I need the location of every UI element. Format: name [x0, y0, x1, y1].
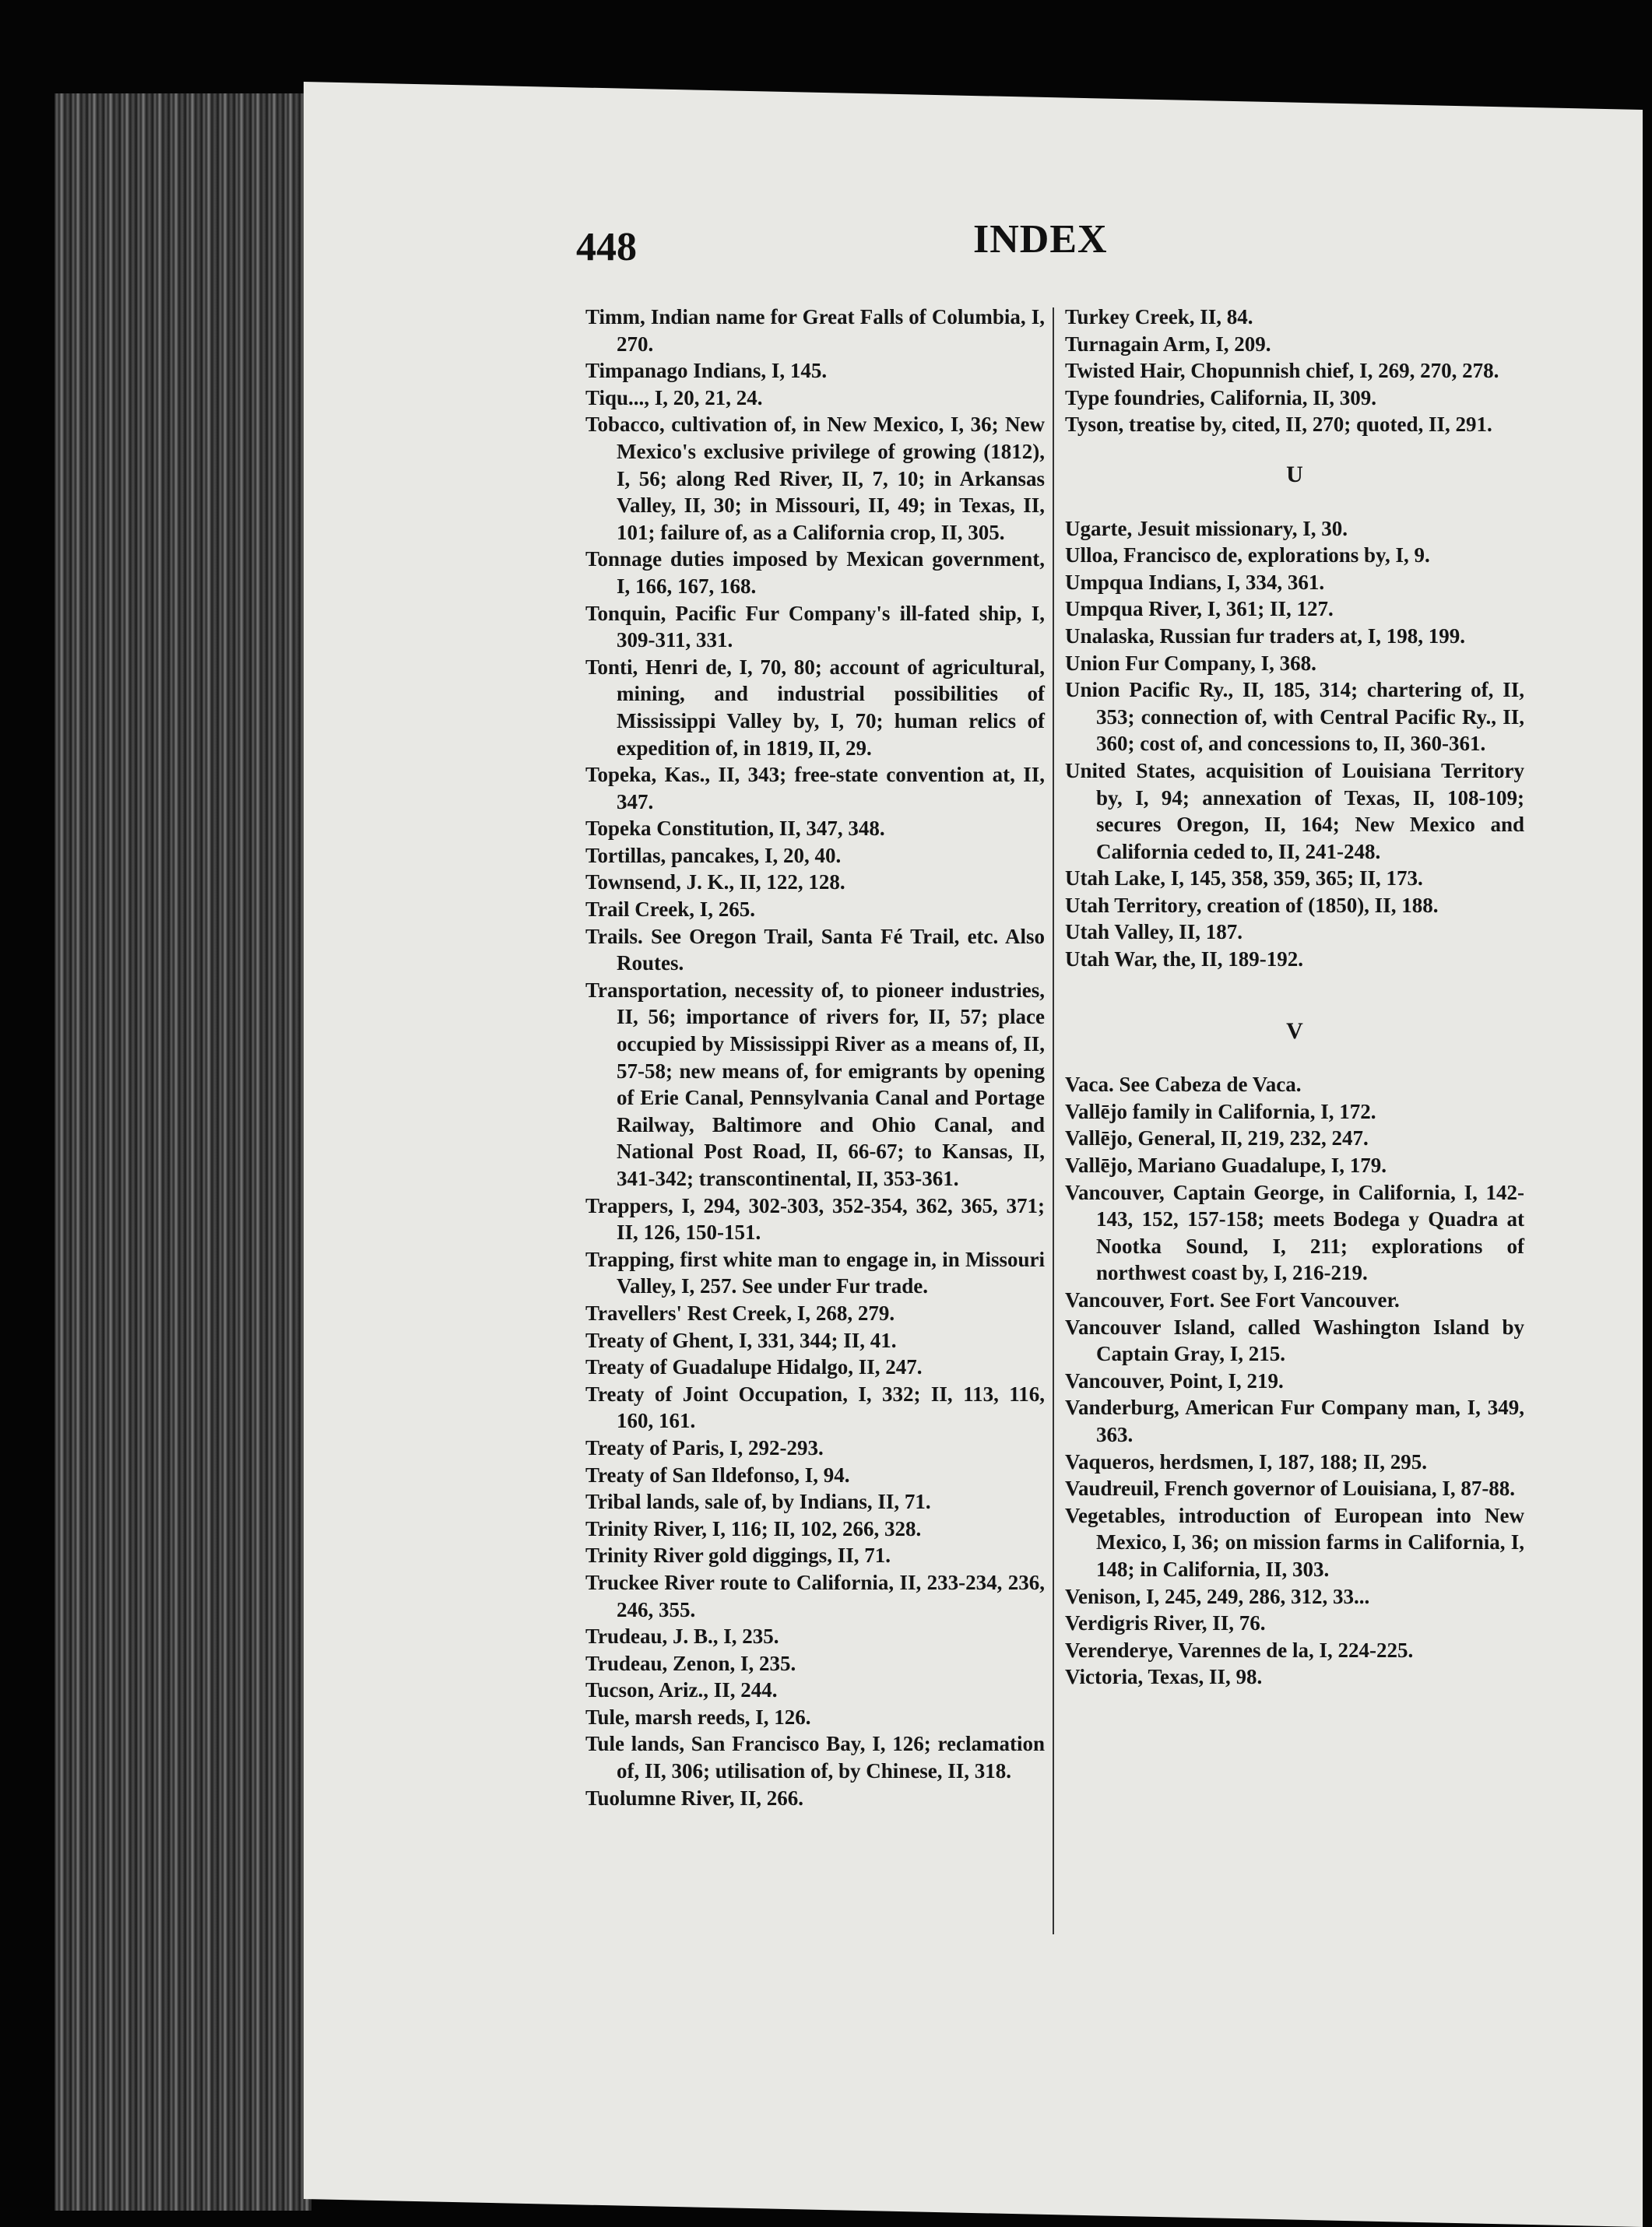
- index-entry: Vaqueros, herdsmen, I, 187, 188; II, 295.: [1065, 1449, 1428, 1474]
- page-number: 448: [576, 225, 637, 269]
- index-entry: Truckee River route to California, II, 233-234, 236, 246, 355.: [585, 1570, 1045, 1621]
- index-entry: Turkey Creek, II, 84.: [1065, 305, 1253, 328]
- index-entry: Turnagain Arm, I, 209.: [1065, 332, 1271, 356]
- index-entry: Utah Valley, II, 187.: [1065, 920, 1243, 944]
- index-entry: Vaca. See Cabeza de Vaca.: [1065, 1073, 1302, 1097]
- index-entry: Utah War, the, II, 189-192.: [1065, 947, 1304, 971]
- column-divider: [1053, 307, 1054, 1934]
- index-entry: Travellers' Rest Creek, I, 268, 279.: [585, 1301, 895, 1325]
- index-entry: Treaty of Paris, I, 292-293.: [585, 1435, 824, 1459]
- index-entry: Trinity River, I, 116; II, 102, 266, 328.: [585, 1516, 922, 1540]
- index-entry: Tyson, treatise by, cited, II, 270; quoted, II, 291.: [1065, 413, 1492, 437]
- index-entry: Vancouver, Captain George, in California, I, 142-143, 152, 157-158; meets Bodega y Quadra at Nootka Sound, I, 211; explorations of northwest coast by, I, 216-219.: [1065, 1180, 1524, 1285]
- index-column-left: [585, 304, 1045, 1811]
- index-entry: Vancouver, Fort. See Fort Vancouver.: [1065, 1288, 1400, 1312]
- index-column-right: [1065, 304, 1524, 1691]
- index-entry: Verenderye, Varennes de la, I, 224-225.: [1065, 1638, 1414, 1662]
- index-entry: Tule, marsh reeds, I, 126.: [585, 1705, 811, 1729]
- index-entry: Trudeau, J. B., I, 235.: [585, 1625, 779, 1649]
- index-entry: Trappers, I, 294, 302-303, 352-354, 362, 365, 371; II, 126, 150-151.: [585, 1193, 1045, 1245]
- index-entry: Topeka, Kas., II, 343; free-state convention at, II, 347.: [585, 763, 1045, 813]
- index-entry: Umpqua River, I, 361; II, 127.: [1065, 597, 1334, 621]
- index-entry: Tobacco, cultivation of, in New Mexico, I, 36; New Mexico's exclusive privilege of growing (1812), I, 56; along Red River, II, 7, 10; in Arkansas Valley, II, 30; in Missouri, II, 49; in Texas, II, 101; failure of, as a California crop, II, 305.: [585, 413, 1045, 544]
- index-entry: Tucson, Ariz., II, 244.: [585, 1678, 778, 1702]
- index-entry: Verdigris River, II, 76.: [1065, 1611, 1266, 1635]
- index-entry: Treaty of Ghent, I, 331, 344; II, 41.: [585, 1328, 897, 1352]
- index-entry: Venison, I, 245, 249, 286, 312, 33...: [1065, 1584, 1370, 1608]
- index-entry: Vegetables, introduction of European into New Mexico, I, 36; on mission farms in California, I, 148; in California, II, 303.: [1065, 1503, 1524, 1581]
- index-entry: Tonquin, Pacific Fur Company's ill-fated ship, I, 309-311, 331.: [585, 601, 1045, 652]
- index-entry: Timm, Indian name for Great Falls of Columbia, I, 270.: [585, 305, 1045, 356]
- index-entry: Tribal lands, sale of, by Indians, II, 71.: [585, 1490, 931, 1514]
- index-entry: Utah Territory, creation of (1850), II, 188.: [1065, 893, 1439, 917]
- index-entry: Treaty of Guadalupe Hidalgo, II, 247.: [585, 1355, 923, 1379]
- index-entry: Union Fur Company, I, 368.: [1065, 651, 1316, 675]
- index-entry: Unalaska, Russian fur traders at, I, 198, 199.: [1065, 623, 1466, 648]
- index-entry: Trinity River gold diggings, II, 71.: [585, 1544, 891, 1568]
- index-entry: Tule lands, San Francisco Bay, I, 126; reclamation of, II, 306; utilisation of, by Chinese, II, 318.: [585, 1732, 1045, 1783]
- index-entry: Victoria, Texas, II, 98.: [1065, 1665, 1263, 1689]
- index-entry: Vallējo, Mariano Guadalupe, I, 179.: [1065, 1154, 1387, 1178]
- index-entry: Tiqu..., I, 20, 21, 24.: [585, 385, 763, 409]
- index-entry: Treaty of San Ildefonso, I, 94.: [585, 1463, 850, 1487]
- index-entry: Vanderburg, American Fur Company man, I, 349, 363.: [1065, 1396, 1524, 1446]
- index-entry: Trails. See Oregon Trail, Santa Fé Trail, etc. Also Routes.: [585, 924, 1045, 975]
- index-entry: Trail Creek, I, 265.: [585, 897, 755, 922]
- index-entry: Vaudreuil, French governor of Louisiana, I, 87-88.: [1065, 1477, 1516, 1501]
- index-entry: Tonnage duties imposed by Mexican government, I, 166, 167, 168.: [585, 547, 1045, 598]
- index-entry: Transportation, necessity of, to pioneer industries, II, 56; importance of rivers for, II, 57; place occupied by Mississippi River as a means of, II, 57-58; new means of, for emigrants by opening of Erie Canal, Pennsylvania Canal and Portage Railway, Baltimore and Ohio Canal, and National Post Road, II, 66-67; to Kansas, II, 341-342; transcontinental, II, 353-361.: [585, 978, 1045, 1190]
- index-entry: Type foundries, California, II, 309.: [1065, 385, 1377, 409]
- index-entry: Twisted Hair, Chopunnish chief, I, 269, 270, 278.: [1065, 359, 1499, 383]
- index-entry: Townsend, J. K., II, 122, 128.: [585, 870, 845, 894]
- index-entry: Union Pacific Ry., II, 185, 314; chartering of, II, 353; connection of, with Central Pacific Ry., II, 360; cost of, and concessions to, II, 360-361.: [1065, 678, 1524, 756]
- book-spine: [54, 93, 311, 2211]
- index-entry: Umpqua Indians, I, 334, 361.: [1065, 570, 1325, 594]
- index-entry: Tortillas, pancakes, I, 20, 40.: [585, 843, 842, 867]
- index-entry: Tuolumne River, II, 266.: [585, 1786, 804, 1810]
- index-entry: Topeka Constitution, II, 347, 348.: [585, 817, 885, 841]
- index-entry: Trapping, first white man to engage in, in Missouri Valley, I, 257. See under Fur trade.: [585, 1247, 1045, 1298]
- index-entry: Vancouver, Point, I, 219.: [1065, 1368, 1284, 1393]
- section-letter-v: V: [1286, 1017, 1303, 1044]
- index-entry: Ugarte, Jesuit missionary, I, 30.: [1065, 516, 1348, 540]
- index-entry: Tonti, Henri de, I, 70, 80; account of agricultural, mining, and industrial possibilities of Mississippi Valley by, I, 70; human relics of expedition of, in 1819, II, 29.: [585, 655, 1045, 760]
- index-entry: United States, acquisition of Louisiana Territory by, I, 94; annexation of Texas, II, 108-109; secures Oregon, II, 164; New Mexico and California ceded to, II, 241-248.: [1065, 758, 1524, 863]
- index-entry: Ulloa, Francisco de, explorations by, I, 9.: [1065, 543, 1430, 567]
- page-title: INDEX: [973, 217, 1108, 262]
- section-letter-u: U: [1286, 461, 1303, 487]
- index-entry: Vallējo, General, II, 219, 232, 247.: [1065, 1126, 1369, 1150]
- index-entry: Trudeau, Zenon, I, 235.: [585, 1651, 796, 1675]
- index-entry: Vallējo family in California, I, 172.: [1065, 1099, 1376, 1123]
- index-entry: Treaty of Joint Occupation, I, 332; II, 113, 116, 160, 161.: [585, 1382, 1045, 1433]
- index-entry: Vancouver Island, called Washington Island by Captain Gray, I, 215.: [1065, 1315, 1524, 1366]
- index-entry: Utah Lake, I, 145, 358, 359, 365; II, 173.: [1065, 866, 1423, 890]
- index-entry: Timpanago Indians, I, 145.: [585, 359, 828, 383]
